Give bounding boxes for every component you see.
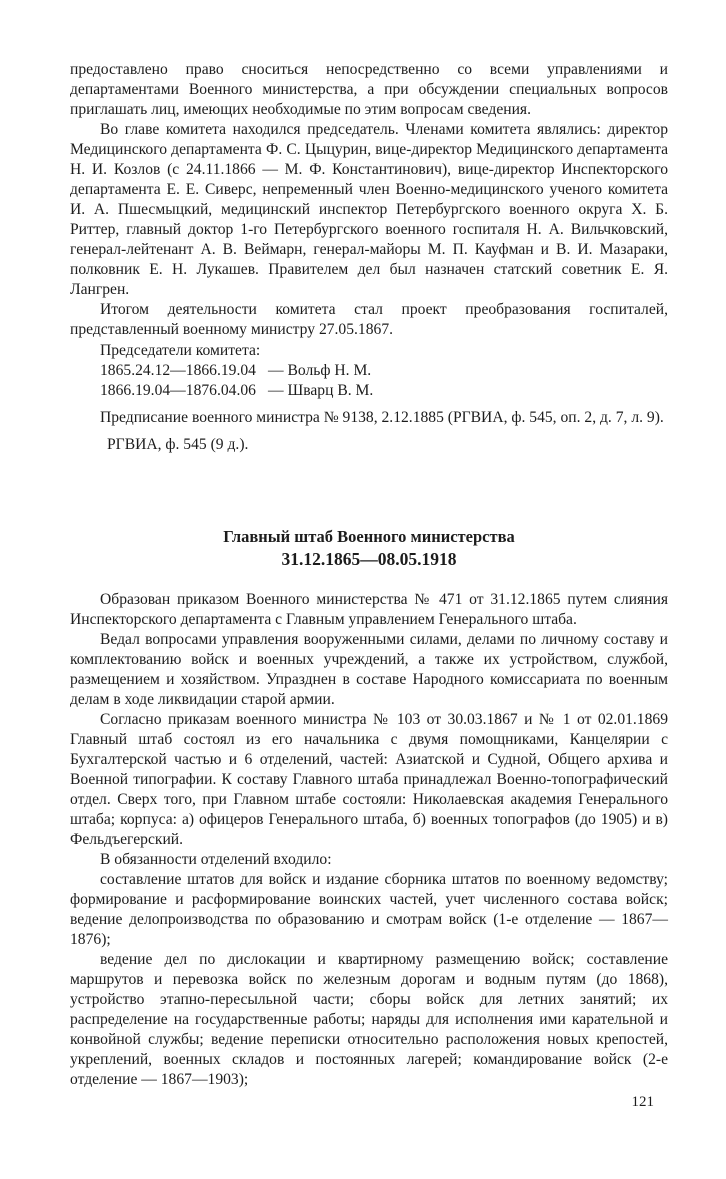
chairs-label: Председатели комитета: [100,342,261,359]
paragraph: Итогом деятельности комитета стал проект преобразования госпиталей, представленный военному министру 27.05.1867. [70,301,668,338]
paragraph: Образован приказом Военного министерства № 471 от 31.12.1865 путем слияния Инспекторского департамента с Главным управлением Генерального штаба. [70,591,668,628]
section-heading [70,526,668,570]
section-body [70,590,668,1090]
paragraph: Согласно приказам военного министра № 103 от 30.03.1867 и № 1 от 02.01.1869 Главный штаб состоял из его начальника с двумя помощниками, Канцелярии с Бухгалтерской частью и 6 отделений, частей: Азиатской и Судной, Общего архива и Военной типографии. К составу Главного штаба принадлежал Военно-топографический отдел. Сверх того, при Главном штабе состояли: Николаевская академия Генерального штаба; корпуса: а) офицеров Генерального штаба, б) военных топографов (до 1905) и в) Фельдъегерский. [70,711,668,848]
chair-row [100,361,668,381]
source-reference: Предписание военного министра № 9138, 2.12.1885 (РГВИА, ф. 545, оп. 2, д. 7, л. 9). [100,409,664,426]
page-number: 121 [631,1094,654,1110]
chair-dates: 1866.19.04—1876.04.06 [100,382,256,399]
chair-name: — Шварц В. М. [268,382,374,399]
paragraph: предоставлено право сноситься непосредственно со всеми управлениями и департаментами Военного министерства, а при обсуждении специальных вопросов приглашать лиц, имеющих необходимые по этим вопросам сведения. [70,61,668,118]
chairs-list [70,361,668,401]
paragraph: составление штатов для войск и издание сборника штатов по военному ведомству; формирование и расформирование воинских частей, учет численного состава войск; ведение делопроизводства по образованию и смотрам войск (1-е отделение — 1867—1876); [70,871,668,948]
chair-row [100,381,668,401]
section-dates: 31.12.1865—08.05.1918 [281,549,457,569]
chair-name: — Вольф Н. М. [268,362,372,379]
paragraph: В обязанности отделений входило: [100,851,332,868]
paragraph: Ведал вопросами управления вооруженными силами, делами по личному составу и комплектованию войск и военных учреждений, а также их устройством, службой, размещением и хозяйством. Упразднен в составе Народного комиссариата по военным делам в ходе ликвидации старой армии. [70,631,668,708]
paragraph: Во главе комитета находился председатель. Членами комитета являлись: директор Медицинского департамента Ф. С. Цыцурин, вице-директор Медицинского департамента Н. И. Козлов (с 24.11.1866 — М. Ф. Константинович), вице-директор Инспекторского департамента Е. Е. Сиверс, непременный член Военно-медицинского ученого комитета И. А. Пшесмыцкий, медицинский инспектор Петербургского военного округа Х. Б. Риттер, главный доктор 1-го Петербургского военного госпиталя Н. А. Вильчковский, генерал-лейтенант А. В. Веймарн, генерал-майоры М. П. Кауфман и В. И. Мазараки, полковник Е. Н. Лукашев. Правителем дел был назначен статский советник Е. Я. Лангрен. [70,121,668,298]
archive-reference: РГВИА, ф. 545 (9 д.). [107,436,249,453]
section-title: Главный штаб Военного министерства [223,527,515,546]
committee-continuation [70,60,668,455]
paragraph: ведение дел по дислокации и квартирному размещению войск; составление маршрутов и перевозка войск по железным дорогам и водным путям (до 1868), устройство этапно-пересыльной части; сборы войск для летних занятий; их распределение на государственные работы; наряды для исполнения ими карательной и конвойной службы; ведение переписки относительно расположения новых крепостей, укреплений, военных складов и постоянных лагерей; командирование войск (2-е отделение — 1867—1903); [70,951,668,1088]
chair-dates: 1865.24.12—1866.19.04 [100,362,256,379]
